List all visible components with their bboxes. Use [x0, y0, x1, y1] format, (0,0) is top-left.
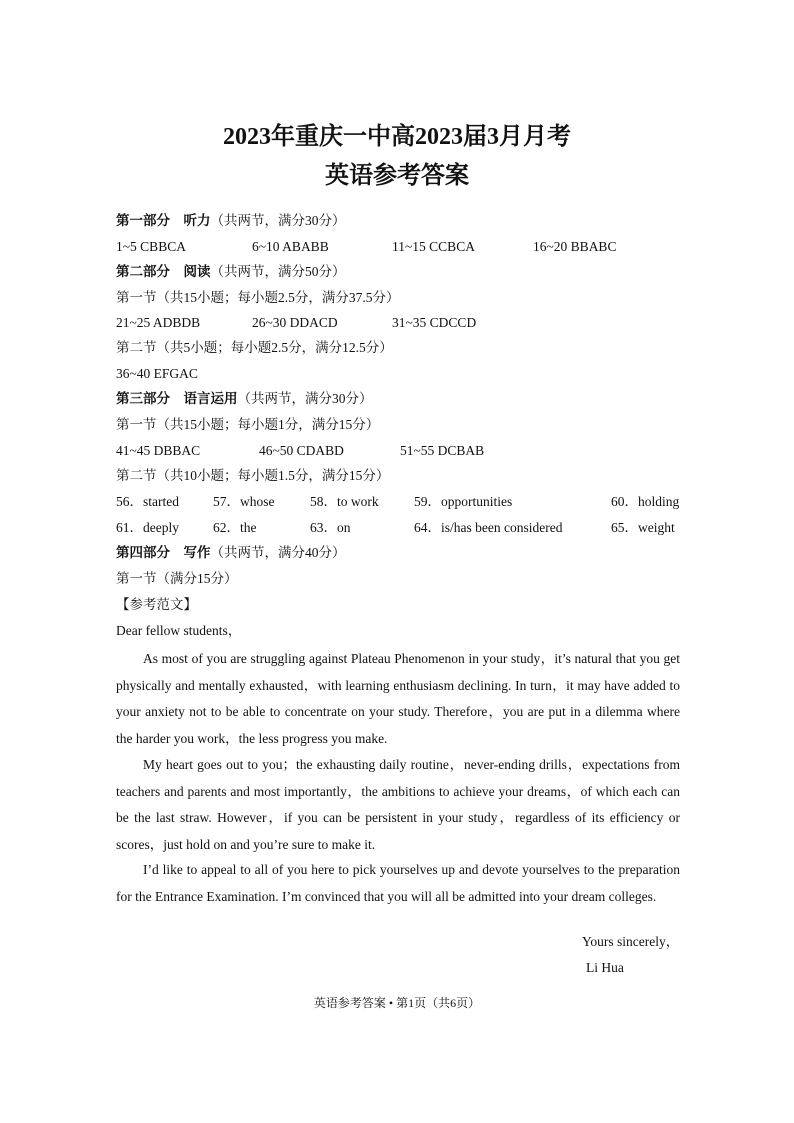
section-heading: 第二节（共10小题；每小题1.5分，满分15分）: [116, 468, 390, 483]
essay-salutation: Dear fellow students，: [116, 623, 242, 638]
part3-heading: [116, 390, 373, 408]
fill-answer: 62．the: [213, 520, 257, 535]
fill-answer: 65．weight: [611, 520, 675, 535]
essay-paragraph: I’d like to appeal to all of you here to pick yourselves up and devote yourselves to the preparation for the Entrance Examination. I’m convinced that you will all be admitted into your dream colleges.: [116, 862, 680, 904]
sample-essay-label: 【参考范文】: [116, 597, 197, 612]
page-title: 2023年重庆一中高2023届3月月考: [223, 124, 571, 150]
answer-group: 26~30 DDACD: [252, 315, 338, 330]
answer-group: 11~15 CCBCA: [392, 239, 475, 254]
part1-heading: [116, 212, 346, 230]
part3-note: （共两节，满分30分）: [237, 391, 373, 406]
fill-answer: 57．whose: [213, 494, 275, 509]
fill-answer: 60．holding: [611, 494, 680, 509]
fill-answer: 58．to work: [310, 494, 379, 509]
page-subtitle: 英语参考答案: [325, 163, 469, 189]
answer-group: 31~35 CDCCD: [392, 315, 477, 330]
essay-paragraph: As most of you are struggling against Plateau Phenomenon in your study，it’s natural that you get physically and mentally exhausted，with learning enthusiasm declining. In turn，it may have added to your anxiety not to be able to concentrate on your study. Therefore，you are put in a dilemma where the harder you work，the less progress you make.: [116, 651, 680, 746]
answer-group: 41~45 DBBAC: [116, 443, 201, 458]
part2-label: 第二部分 阅读: [116, 264, 211, 279]
answer-group: 36~40 EFGAC: [116, 366, 198, 381]
part2-note: （共两节，满分50分）: [210, 264, 346, 279]
section-heading: 第一节（共15小题；每小题1分，满分15分）: [116, 417, 380, 432]
part4-heading: [116, 544, 346, 562]
essay-signature: Li Hua: [586, 960, 624, 975]
fill-answer: 56．started: [116, 494, 179, 509]
fill-answer: 64．is/has been considered: [414, 520, 563, 535]
part4-note: （共两节，满分40分）: [210, 545, 346, 560]
part1-note: （共两节，满分30分）: [210, 213, 346, 228]
section-heading: 第一节（满分15分）: [116, 571, 238, 586]
essay-paragraph: My heart goes out to you；the exhausting daily routine，never-ending drills，expectations from teachers and parents and most importantly，the ambitions to achieve your dreams，of which each can be the last straw. However，if you can be persistent in your study，regardless of its efficiency or scores，just hold on and you’re sure to make it.: [116, 757, 680, 852]
part4-label: 第四部分 写作: [116, 545, 211, 560]
fill-answer: 59．opportunities: [414, 494, 513, 509]
part1-label: 第一部分 听力: [116, 213, 211, 228]
answer-group: 51~55 DCBAB: [400, 443, 485, 458]
answer-group: 16~20 BBABC: [533, 239, 617, 254]
section-heading: 第一节（共15小题；每小题2.5分，满分37.5分）: [116, 290, 400, 305]
essay-closing: Yours sincerely，: [582, 934, 680, 949]
fill-answer: 63．on: [310, 520, 351, 535]
section-heading: 第二节（共5小题；每小题2.5分，满分12.5分）: [116, 340, 393, 355]
answer-group: 21~25 ADBDB: [116, 315, 201, 330]
part2-heading: [116, 263, 346, 281]
answer-group: 1~5 CBBCA: [116, 239, 186, 254]
page-footer: 英语参考答案 • 第1页（共6页）: [313, 996, 481, 1010]
answer-group: 46~50 CDABD: [259, 443, 344, 458]
fill-answer: 61．deeply: [116, 520, 179, 535]
part3-label: 第三部分 语言运用: [116, 391, 238, 406]
answer-group: 6~10 ABABB: [252, 239, 329, 254]
